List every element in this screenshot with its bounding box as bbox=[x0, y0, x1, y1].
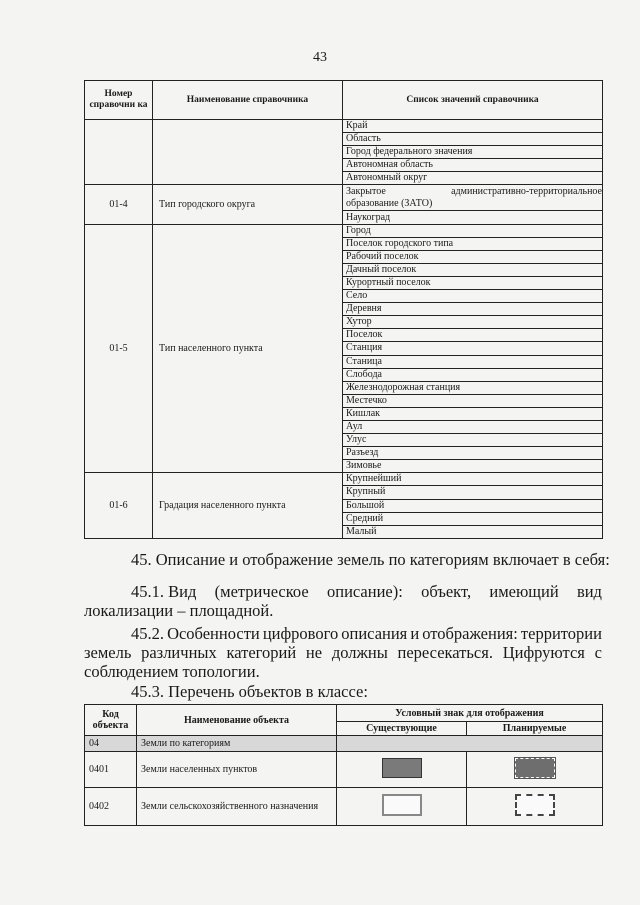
word: земель bbox=[84, 643, 132, 662]
object-row bbox=[85, 736, 603, 752]
paragraph-45-2-line-3: соблюдением топологии. bbox=[84, 662, 260, 681]
directory-value: Станица bbox=[343, 355, 603, 368]
directory-value: Местечко bbox=[343, 394, 603, 407]
symbol-existing-cell bbox=[337, 752, 467, 788]
directory-value: Станция bbox=[343, 342, 603, 355]
page-number: 43 bbox=[313, 50, 327, 65]
objects-table-header-row-1 bbox=[85, 705, 603, 722]
word: 45.1. Вид bbox=[131, 582, 197, 601]
directory-value: Город bbox=[343, 224, 603, 237]
paragraph-45-3: 45.3. Перечень объектов в классе: bbox=[131, 682, 368, 701]
directory-value: Слобода bbox=[343, 368, 603, 381]
header-symbol: Условный знак для отображения bbox=[337, 705, 603, 722]
header-existing: Существующие bbox=[337, 722, 467, 736]
directory-value: Большой bbox=[343, 499, 603, 512]
word: различных bbox=[141, 643, 217, 662]
directory-table-header bbox=[85, 81, 603, 120]
directory-name: Тип населенного пункта bbox=[153, 224, 343, 473]
paragraph-45-1-line-1 bbox=[84, 582, 602, 601]
directory-value: Разъезд bbox=[343, 447, 603, 460]
paragraph-45-2-line-2 bbox=[84, 643, 602, 662]
object-code: 0402 bbox=[85, 788, 137, 826]
directory-number: 01-4 bbox=[85, 185, 153, 224]
directory-value-line: Закрытое административно-территориальное bbox=[346, 185, 602, 197]
directory-value: Наукоград bbox=[343, 211, 603, 224]
directory-value: Рабочий поселок bbox=[343, 250, 603, 263]
directory-value: Зимовье bbox=[343, 460, 603, 473]
paragraph-45: 45. Описание и отображение земель по категориям включает в себя: bbox=[131, 550, 610, 569]
directory-name: Градация населенного пункта bbox=[153, 473, 343, 538]
header-directory-name: Наименование справочника bbox=[153, 81, 343, 120]
header-planned: Планируемые bbox=[467, 722, 603, 736]
directory-value: Крупный bbox=[343, 486, 603, 499]
header-directory-number: Номер справочни ка bbox=[85, 81, 153, 120]
word: описания bbox=[341, 624, 408, 643]
word: должны bbox=[331, 643, 388, 662]
word: Особенности bbox=[167, 624, 260, 643]
word: с bbox=[594, 643, 602, 662]
word: и bbox=[410, 624, 420, 643]
directory-number: 01-6 bbox=[85, 473, 153, 538]
directory-name: Тип городского округа bbox=[153, 185, 343, 224]
word: не bbox=[305, 643, 323, 662]
directory-value: Кишлак bbox=[343, 407, 603, 420]
directory-number bbox=[85, 120, 153, 185]
word: цифрового bbox=[262, 624, 339, 643]
paragraph-45-1 bbox=[84, 582, 602, 620]
symbol-existing-cell bbox=[337, 788, 467, 826]
directory-value-line: образование (ЗАТО) bbox=[346, 197, 433, 209]
directory-value bbox=[343, 185, 603, 211]
word: пересекаться. bbox=[397, 643, 493, 662]
directory-value: Край bbox=[343, 120, 603, 133]
directory-value: Поселок городского типа bbox=[343, 237, 603, 250]
word: территории bbox=[520, 624, 602, 643]
object-row bbox=[85, 788, 603, 826]
paragraph-45-2 bbox=[84, 624, 602, 681]
header-directory-values: Список значений справочника bbox=[343, 81, 603, 120]
directory-value: Средний bbox=[343, 512, 603, 525]
directory-value: Курортный поселок bbox=[343, 276, 603, 289]
word: объект, bbox=[421, 582, 472, 601]
word: (метрическое bbox=[214, 582, 309, 601]
directory-value: Поселок bbox=[343, 329, 603, 342]
directory-row bbox=[85, 473, 603, 486]
directory-value: Железнодорожная станция bbox=[343, 381, 603, 394]
object-row bbox=[85, 752, 603, 788]
word: категорий bbox=[226, 643, 297, 662]
directory-value: Область bbox=[343, 133, 603, 146]
object-code: 04 bbox=[85, 736, 137, 752]
objects-table bbox=[84, 704, 603, 826]
object-name: Земли по категориям bbox=[137, 736, 337, 752]
object-code: 0401 bbox=[85, 752, 137, 788]
word: 45.2. bbox=[131, 624, 164, 643]
word: Цифруются bbox=[502, 643, 585, 662]
dashed-outline-area-symbol-icon bbox=[515, 794, 555, 816]
object-name: Земли населенных пунктов bbox=[137, 752, 337, 788]
directory-value: Село bbox=[343, 290, 603, 303]
object-symbol-empty bbox=[337, 736, 603, 752]
directory-table bbox=[84, 80, 603, 539]
header-object-name: Наименование объекта bbox=[137, 705, 337, 736]
word: вид bbox=[576, 582, 602, 601]
directory-value: Улус bbox=[343, 434, 603, 447]
directory-row bbox=[85, 185, 603, 211]
directory-value: Город федерального значения bbox=[343, 146, 603, 159]
filled-area-symbol-icon bbox=[382, 758, 422, 778]
directory-value: Хутор bbox=[343, 316, 603, 329]
paragraph-45-2-line-1 bbox=[84, 624, 602, 643]
dashed-filled-area-symbol-icon bbox=[515, 758, 555, 778]
directory-value: Деревня bbox=[343, 303, 603, 316]
symbol-planned-cell bbox=[467, 752, 603, 788]
directory-value: Малый bbox=[343, 525, 603, 538]
word: описание): bbox=[326, 582, 403, 601]
directory-name bbox=[153, 120, 343, 185]
paragraph-45-1-line-2: локализации – площадной. bbox=[84, 601, 274, 620]
directory-value: Аул bbox=[343, 420, 603, 433]
object-name: Земли сельскохозяйственного назначения bbox=[137, 788, 337, 826]
word: имеющий bbox=[489, 582, 559, 601]
symbol-planned-cell bbox=[467, 788, 603, 826]
directory-value: Дачный поселок bbox=[343, 263, 603, 276]
directory-value: Автономная область bbox=[343, 159, 603, 172]
outline-area-symbol-icon bbox=[382, 794, 422, 816]
directory-number: 01-5 bbox=[85, 224, 153, 473]
directory-value: Автономный округ bbox=[343, 172, 603, 185]
word: отображения: bbox=[422, 624, 518, 643]
directory-value: Крупнейший bbox=[343, 473, 603, 486]
directory-row bbox=[85, 224, 603, 237]
header-object-code: Код объекта bbox=[85, 705, 137, 736]
directory-row bbox=[85, 120, 603, 133]
